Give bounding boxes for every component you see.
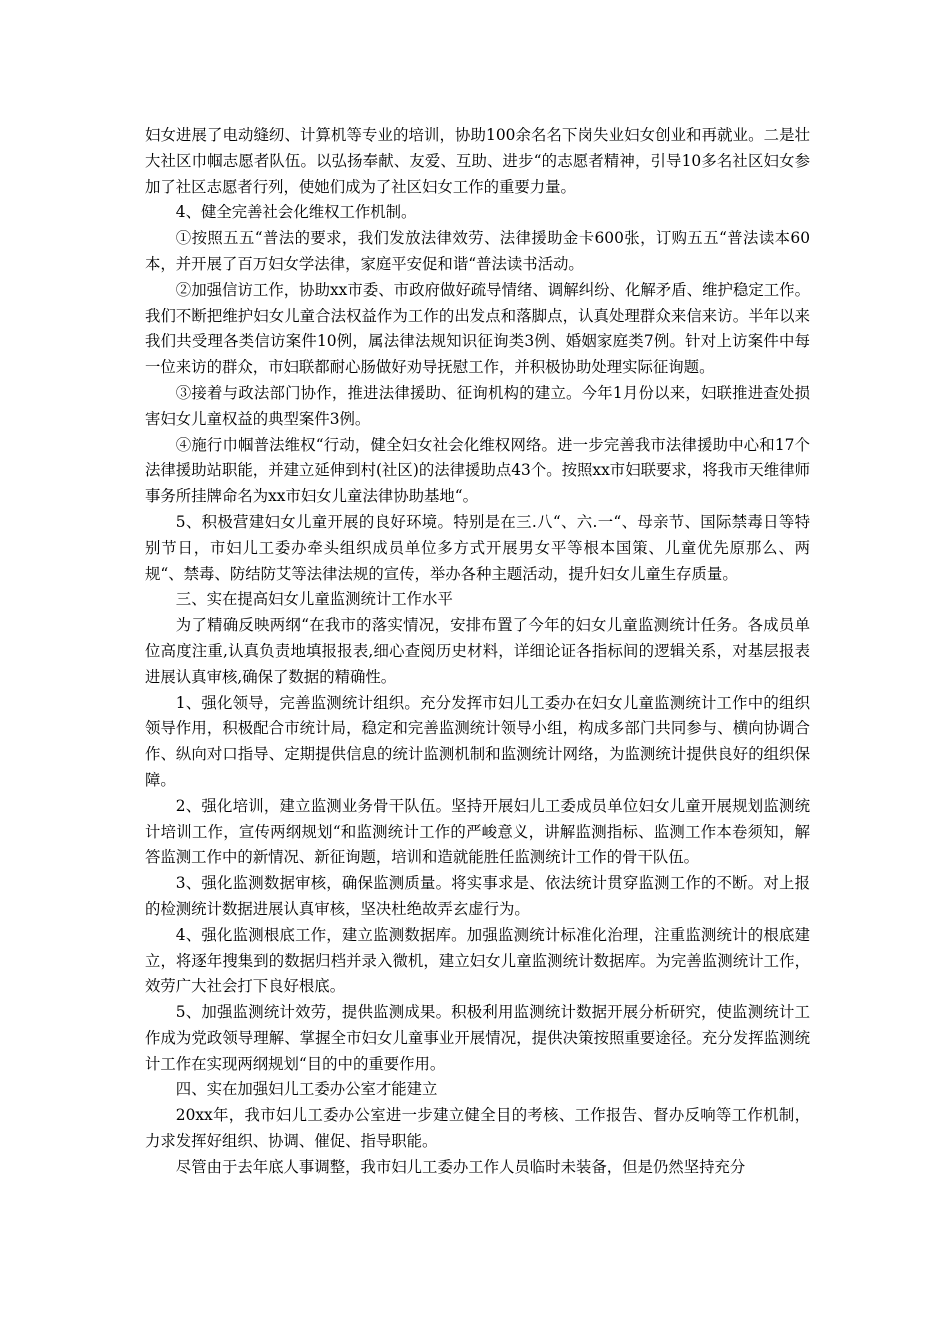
paragraph: ④施行巾帼普法维权“行动，健全妇女社会化维权网络。进一步完善我市法律援助中心和17个法律援助站职能，并建立延伸到村(社区)的法律援助点43个。按照xx市妇联要求，将我市天维律师事务所挂牌命名为xx市妇女儿童法律协助基地“。: [145, 435, 810, 506]
paragraph: 2、强化培训，建立监测业务骨干队伍。坚持开展妇儿工委成员单位妇女儿童开展规划监测统计培训工作，宣传两纲规划“和监测统计工作的严峻意义，讲解监测指标、监测工作本卷须知，解答监测工作中的新情况、新征询题，培训和造就能胜任监测统计工作的骨干队伍。: [145, 796, 810, 867]
paragraph: 妇女进展了电动缝纫、计算机等专业的培训，协助100余名名下岗失业妇女创业和再就业。二是壮大社区巾帼志愿者队伍。以弘扬奉献、友爱、互助、进步“的志愿者精神，引导10多名社区妇女参加了社区志愿者行列，使她们成为了社区妇女工作的重要力量。: [145, 126, 810, 196]
paragraph: 1、强化领导，完善监测统计组织。充分发挥市妇儿工委办在妇女儿童监测统计工作中的组织领导作用，积极配合市统计局，稳定和完善监测统计领导小组，构成多部门共同参与、横向协调合作、纵向对口指导、定期提供信息的统计监测机制和监测统计网络，为监测统计提供良好的组织保障。: [145, 693, 810, 789]
paragraph: 20xx年，我市妇儿工委办公室进一步建立健全目的考核、工作报告、督办反响等工作机制，力求发挥好组织、协调、催促、指导职能。: [145, 1106, 810, 1151]
paragraph: 为了精确反映两纲“在我市的落实情况，安排布置了今年的妇女儿童监测统计任务。各成员单位高度注重,认真负责地填报报表,细心查阅历史材料，详细论证各指标间的逻辑关系，对基层报表进展认真审核,确保了数据的精确性。: [145, 616, 810, 686]
section-heading: 三、实在提高妇女儿童监测统计工作水平: [175, 590, 453, 609]
paragraph: 尽管由于去年底人事调整，我市妇儿工委办工作人员临时未装备，但是仍然坚持充分: [175, 1157, 746, 1176]
paragraph: ①按照五五“普法的要求，我们发放法律效劳、法律援助金卡600张，订购五五“普法读本60本，并开展了百万妇女学法律，家庭平安促和谐“普法读书活动。: [145, 229, 810, 273]
section-heading: 四、实在加强妇儿工委办公室才能建立: [175, 1080, 438, 1099]
paragraph: 4、强化监测根底工作，建立监测数据库。加强监测统计标准化治理，注重监测统计的根底建立，将逐年搜集到的数据归档并录入微机，建立妇女儿童监测统计数据库。为完善监测统计工作，效劳广大社会打下良好根底。: [145, 925, 810, 996]
paragraph: 3、强化监测数据审核，确保监测质量。将实事求是、依法统计贯穿监测工作的不断。对上报的检测统计数据进展认真审核，坚决杜绝故弄玄虚行为。: [145, 874, 810, 918]
paragraph: ②加强信访工作，协助xx市委、市政府做好疏导情绪、调解纠纷、化解矛盾、维护稳定工作。我们不断把维护妇女儿童合法权益作为工作的出发点和落脚点，认真处理群众来信来访。半年以来我们共受理各类信访案件10例，属法律法规知识征询类3例、婚姻家庭类7例。针对上访案件中每一位来访的群众，市妇联都耐心肠做好劝导抚慰工作，并积极协助处理实际征询题。: [145, 280, 810, 377]
paragraph: 5、积极营建妇女儿童开展的良好环境。特别是在三.八“、六.一“、母亲节、国际禁毒日等特别节日，市妇儿工委办牵头组织成员单位多方式开展男女平等根本国策、儿童优先原那么、两规“、禁毒、防结防艾等法律法规的宣传，举办各种主题活动，提升妇女儿童生存质量。: [145, 512, 810, 583]
paragraph: 5、加强监测统计效劳，提供监测成果。积极利用监测统计数据开展分析研究，使监测统计工作成为党政领导理解、掌握全市妇女儿童事业开展情况，提供决策按照重要途径。充分发挥监测统计工作在实现两纲规划“目的中的重要作用。: [145, 1003, 810, 1073]
paragraph: 4、健全完善社会化维权工作机制。: [175, 203, 417, 222]
paragraph: ③接着与政法部门协作，推进法律援助、征询机构的建立。今年1月份以来，妇联推进查处损害妇女儿童权益的典型案件3例。: [145, 383, 810, 428]
